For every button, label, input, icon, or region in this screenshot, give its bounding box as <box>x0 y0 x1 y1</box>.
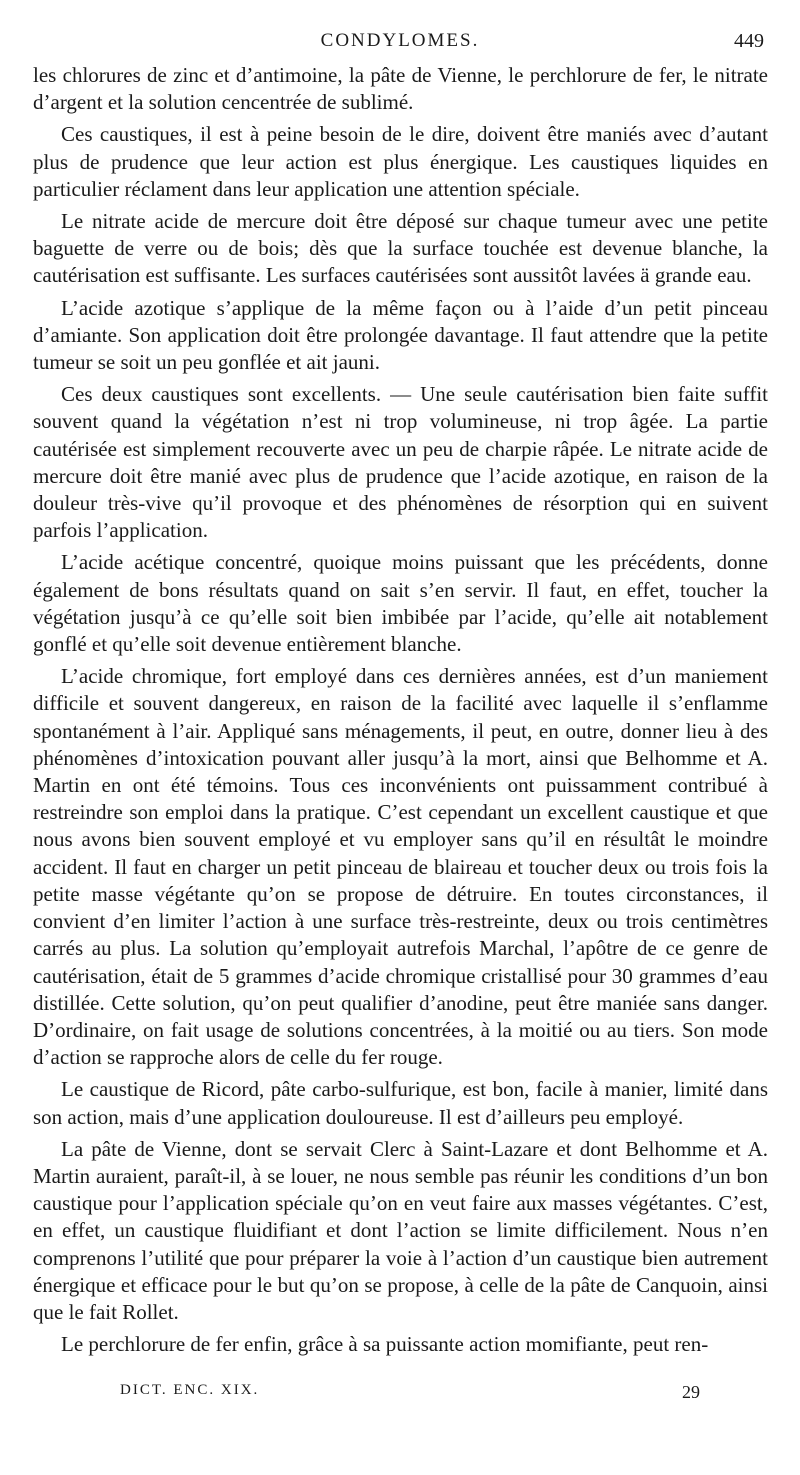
footer-signature-mark: 29 <box>682 1382 700 1402</box>
paragraph-perchlorure: Le perchlorure de fer enfin, grâce à sa puissante action momifiante, peut ren- <box>61 1332 709 1357</box>
running-title: CONDYLOMES. <box>320 30 480 51</box>
paragraph-nitrate-mercure: Le nitrate acide de mercure doit être déposé sur chaque tumeur avec une petite baguette de verre ou de bois; dès que la surface touchée est devenue blanche, la cautérisation est suffisante. Les surfaces cautérisées sont aussitôt lavées ä grande eau. <box>33 209 768 288</box>
paragraph-acide-chromique: L’acide chromique, fort employé dans ces dernières années, est d’un maniement difficile et souvent dangereux, en raison de la facilité avec laquelle il s’enflamme spontanément à l’air. Appliqué sans ménagements, il peut, en outre, donner lieu à des phénomènes d’intoxication pouvant aller jusqu’à la mort, ainsi que Belhomme et A. Martin en ont été témoins. Tous ces inconvénients ont puissamment contribué à restreindre son emploi dans la pratique. C’est cependant un excellent caustique et que nous avons bien souvent employé et vu employer sans qu’il en résultât le moindre accident. Il faut en charger un petit pinceau de blaireau et toucher deux ou trois fois la petite masse végétante qu’on se propose de détruire. En toutes circonstances, il convient d’en limiter l’action à une surface très-restreinte, deux ou trois centimètres carrés au plus. La solution qu’employait autrefois Marchal, l’apôtre de ce genre de cautérisation, était de 5 grammes d’acide chromique cristallisé pour 30 grammes d’eau distillée. Cette solution, qu’on peut qualifier d’anodine, peut être maniée sans danger. D’ordinaire, on fait usage de solutions concentrées, à la moitié ou au tiers. Son mode d’action se rapproche alors de celle du fer rouge. <box>33 664 768 1070</box>
paragraph-continued: les chlorures de zinc et d’antimoine, la pâte de Vienne, le perchlorure de fer, le nitrate d’argent et la solution cencentrée de sublimé. <box>33 63 768 115</box>
paragraph-deux-caustiques: Ces deux caustiques sont excellents. — Une seule cautérisation bien faite suffit souvent quand la végétation n’est ni trop volumineuse, ni trop âgée. La partie cautérisée est simplement recouverte avec un peu de charpie râpée. Le nitrate acide de mercure doit être manié avec plus de prudence que l’acide azotique, en raison de la douleur très-vive qu’il provoque et des phénomènes de résorption qui en suivent parfois l’application. <box>33 382 768 543</box>
paragraph-acide-acetique: L’acide acétique concentré, quoique moins puissant que les précédents, donne également de bons résultats quand on sait s’en servir. Il faut, en effet, toucher la végétation jusqu’à ce qu’elle soit bien imbibée par l’acide, qu’elle ait notablement gonflé et qu’elle soit devenue entièrement blanche. <box>33 550 768 657</box>
footer-signature: DICT. ENC. XIX. <box>120 1382 260 1398</box>
page-footer <box>120 1382 700 1408</box>
running-head <box>34 30 766 58</box>
paragraph-caustique-ricord: Le caustique de Ricord, pâte carbo-sulfurique, est bon, facile à manier, limité dans son action, mais d’une application douloureuse. Il est d’ailleurs peu employé. <box>33 1077 768 1129</box>
paragraph-caustics-prudence: Ces caustiques, il est à peine besoin de le dire, doivent être maniés avec d’autant plus de prudence que leur action est plus énergique. Les caustiques liquides en particulier réclament dans leur application une attention spéciale. <box>33 122 768 201</box>
paragraph-acide-azotique: L’acide azotique s’applique de la même façon ou à l’aide d’un petit pinceau d’amiante. Son application doit être prolongée davantage. Il faut attendre que la petite tumeur se soit un peu gonflée et ait jauni. <box>33 295 768 375</box>
body-text <box>33 62 768 1358</box>
page-number: 449 <box>734 30 764 52</box>
paragraph-pate-vienne: La pâte de Vienne, dont se servait Clerc à Saint-Lazare et dont Belhomme et A. Martin auraient, paraît-il, à se louer, ne nous semble pas réunir les conditions d’un bon caustique pour l’application spéciale qu’on en veut faire aux masses végétantes. C’est, en effet, un caustique fluidifiant et dont l’action se limite difficilement. Nous n’en comprenons l’utilité que pour préparer la voie à l’action d’un caustique bien autrement énergique et efficace pour le but qu’on se propose, à celle de la pâte de Canquoin, ainsi que le fait Rollet. <box>33 1136 768 1324</box>
